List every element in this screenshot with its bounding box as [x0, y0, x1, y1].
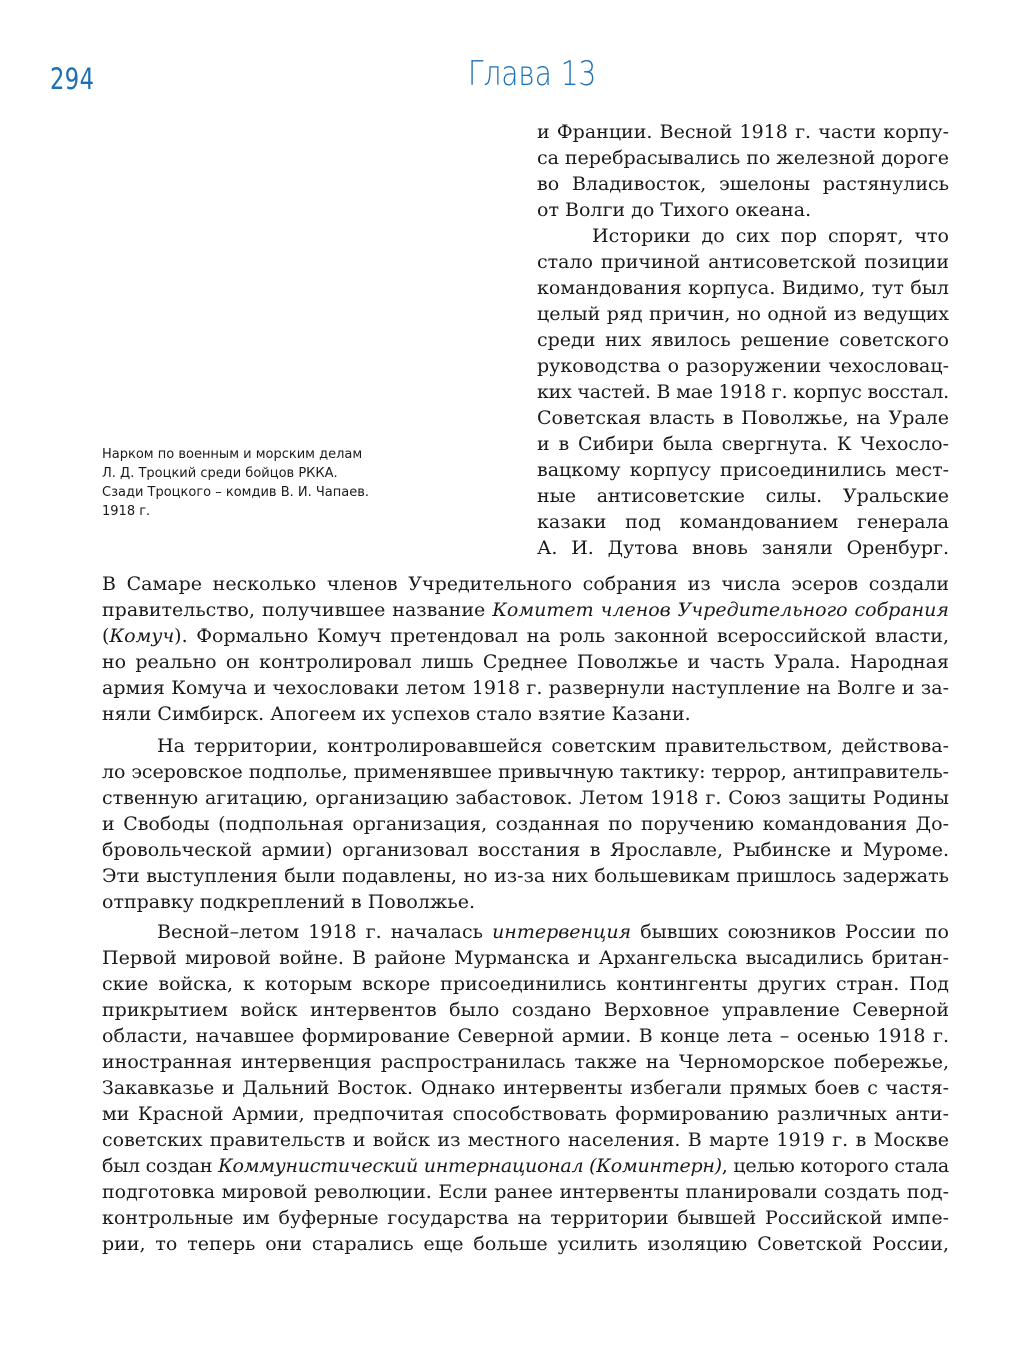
italic-term: Комуч [109, 625, 175, 647]
caption-line: Сзади Троцкого – комдив В. И. Чапаев. [102, 485, 370, 500]
text-line: няли Симбирск. Апогеем их успехов стало взятие Казани. [102, 703, 691, 725]
text-line: бровольческой армии) организовал восстания в Ярославле, Рыбинске и Муроме. [102, 839, 949, 861]
text-line: и Франции. Весной 1918 г. части корпу- [537, 121, 949, 143]
text-line: казаки под командованием генерала [537, 511, 949, 533]
page-number: 294 [50, 62, 95, 96]
text-line: целый ряд причин, но одной из ведущих [537, 303, 949, 325]
chapter-title: Глава 13 [468, 54, 597, 94]
text-line: стало причиной антисоветской позиции [537, 251, 949, 273]
text-line: советских правительств и войск из местного населения. В марте 1919 г. в Москве [102, 1129, 949, 1151]
text-line: ные антисоветские силы. Уральские [537, 485, 949, 507]
caption-line: Нарком по военным и морским делам [102, 447, 363, 462]
text-line: области, начавшее формирование Северной армии. В конце лета – осенью 1918 г. [102, 1025, 949, 1047]
text-run: правительство, получившее название [102, 599, 493, 621]
text-run: ). Формально Комуч претендовал на роль законной всероссийской власти, [174, 625, 949, 647]
text-line: ло эсеровское подполье, применявшее привычную тактику: террор, антиправитель- [102, 761, 949, 783]
text-line: Историки до сих пор спорят, что [592, 225, 949, 247]
italic-term: Коммунистический интернационал (Коминтерн) [218, 1155, 722, 1177]
text-run: Весной–летом 1918 г. началась [157, 921, 493, 943]
text-line: Первой мировой войне. В районе Мурманска и Архангельска высадились британ- [102, 947, 949, 969]
text-line [102, 597, 949, 623]
text-line: во Владивосток, эшелоны растянулись [537, 173, 949, 195]
text-line: от Волги до Тихого океана. [537, 199, 812, 221]
text-line: армия Комуча и чехословаки летом 1918 г. развернули наступление на Волге и за- [102, 677, 949, 699]
text-line: Закавказье и Дальний Восток. Однако интервенты избегали прямых боев с частя- [102, 1077, 949, 1099]
paragraph-komuch [102, 571, 949, 727]
text-line: ких частей. В мае 1918 г. корпус восстал. [537, 381, 949, 403]
text-line: и в Сибири была свергнута. К Чехосло- [537, 433, 949, 455]
italic-term: Комитет членов Учредительного собрания [492, 599, 949, 621]
text-line: но реально он контролировал лишь Среднее Поволжье и часть Урала. Народная [102, 651, 949, 673]
text-line: В Самаре несколько членов Учредительного собрания из числа эсеров создали [102, 573, 949, 595]
text-line [102, 1153, 949, 1179]
text-line: подготовка мировой революции. Если ранее интервенты планировали создать под- [102, 1181, 949, 1203]
text-run: , целью которого стала [721, 1155, 949, 1177]
caption-line: Л. Д. Троцкий среди бойцов РККА. [102, 466, 338, 481]
text-run: бывших союзников России по [631, 921, 949, 943]
text-line: ми Красной Армии, предпочитая способствовать формированию различных анти- [102, 1103, 949, 1125]
text-line: иностранная интервенция распространилась также на Черноморское побережье, [102, 1051, 949, 1073]
text-line: контрольные им буферные государства на территории бывшей Российской импе- [102, 1207, 949, 1229]
text-line: А. И. Дутова вновь заняли Оренбург. [537, 537, 949, 559]
text-line [102, 919, 949, 945]
text-line: вацкому корпусу присоединились мест- [537, 459, 949, 481]
italic-term: интервенция [492, 921, 632, 943]
text-line [102, 623, 949, 649]
text-line: прикрытием войск интервентов было создано Верховное управление Северной [102, 999, 949, 1021]
text-line: ские войска, к которым вскоре присоединились контингенты других стран. Под [102, 973, 949, 995]
text-line: и Свободы (подпольная организация, созданная по поручению командования До- [102, 813, 949, 835]
photo-caption [102, 445, 442, 521]
text-line: отправку подкреплений в Поволжье. [102, 891, 476, 913]
text-run: был создан [102, 1155, 219, 1177]
text-line: среди них явилось решение советского [537, 329, 949, 351]
paragraph-intervention [102, 919, 949, 1257]
text-line: Советская власть в Поволжье, на Урале [537, 407, 949, 429]
text-line: са перебрасывались по железной дороге [537, 147, 949, 169]
text-line: Эти выступления были подавлены, но из-за них большевикам пришлось задержать [102, 865, 949, 887]
text-line: ственную агитацию, организацию забастовок. Летом 1918 г. Союз защиты Родины [102, 787, 949, 809]
text-run: ( [102, 625, 110, 647]
text-line: рии, то теперь они старались еще больше усилить изоляцию Советской России, [102, 1233, 949, 1255]
paragraph-underground [102, 733, 949, 915]
right-column-text [537, 119, 949, 561]
text-line: руководства о разоружении чехословац- [537, 355, 949, 377]
text-line: На территории, контролировавшейся советским правительством, действова- [157, 735, 949, 757]
caption-line: 1918 г. [102, 504, 151, 519]
text-line: командования корпуса. Видимо, тут был [537, 277, 949, 299]
